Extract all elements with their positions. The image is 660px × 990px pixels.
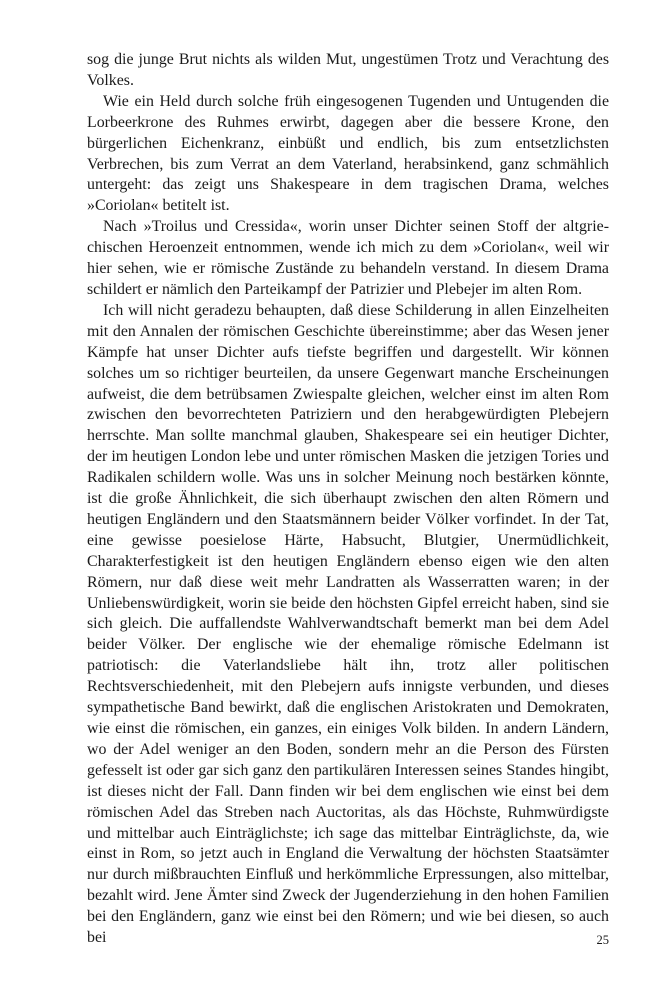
paragraph-romans-englishmen: Ich will nicht geradezu behaupten, daß diese Schilderung in allen Einzelheiten mit den Annalen der römischen Geschichte übereinstimme; aber das Wesen jener Kämpfe hat unser Dichter aufs tiefste begriffen und dargestellt. Wir können solches um so richtiger beurteilen, da unsere Gegenwart manche Erscheinungen aufweist, die dem betrübsamen Zwiespalte gleichen, welcher einst im alten Rom zwischen den bevorrechteten Patriziern und den herabgewürdigten Plebejern herrschte. Man sollte manchmal glauben, Shakespeare sei ein heutiger Dichter, der im heutigen London lebe und unter römischen Masken die jetzigen Tories und Radikalen schildern wolle. Was uns in solcher Meinung noch bestärken könnte, ist die große Ähnlichkeit, die sich überhaupt zwischen den alten Römern und heutigen Engländern und den Staatsmännern beider Völker vorfindet. In der Tat, eine gewisse poesielose Härte, Habsucht, Blutgier, Unermüdlichkeit, Charakterfestigkeit ist den heutigen Engländern ebenso eigen wie den alten Römern, nur daß diese weit mehr Landratten als Wasserratten waren; in der Unliebenswürdigkeit, worin sie beide den höchsten Gipfel erreicht haben, sind sie sich gleich. Die auffallendste Wahlverwandtschaft bemerkt man bei dem Adel beider Völker. Der englische wie der ehemalige römische Edelmann ist patriotisch: die Vaterlandsliebe hält ihn, trotz aller politischen Rechtsverschiedenheit, mit den Plebejern aufs innigste verbunden, und dieses sympathetische Band bewirkt, daß die englischen Aristokraten und Demokraten, wie einst die römischen, ein ganzes, ein einiges Volk bilden. In andern Ländern, wo der Adel weniger an den Boden, sondern mehr an die Person des Fürsten gefesselt ist oder gar sich ganz den partikulären Interessen seines Standes hingibt, ist dieses nicht der Fall. Dann finden wir bei dem englischen wie einst bei dem römischen Adel das Streben nach Auctoritas, als das Höchste, Ruhmwürdigste und mittelbar auch Einträglichste; ich sage das mittelbar Einträglichste, da, wie einst in Rom, so jetzt auch in England die Verwaltung der höchsten Staatsämter nur durch mißbrauchten Einfluß und herkömmliche Erpressungen, also mittelbar, bezahlt wird. Jene Ämter sind Zweck der Jugenderziehung in den hohen Familien bei den Engländern, ganz wie einst bei den Römern; und wie bei diesen, so auch bei <box>87 301 609 947</box>
paragraph-troilus: Nach »Troilus und Cressida«, worin unser Dichter seinen Stoff der altgriechischen Heroenzeit entnommen, wende ich mich zu dem »Coriolan«, weil wir hier sehen, wie er römische Zustände zu behandeln verstand. In diesem Drama schildert er nämlich den Parteikampf der Patrizier und Plebejer im alten Rom. <box>87 218 609 298</box>
page-body <box>87 50 609 949</box>
paragraph-coriolan-hero: Wie ein Held durch solche früh eingesogenen Tugenden und Untugenden die Lorbeerkrone des Ruhmes erwirbt, dagegen aber die bessere Krone, den bürgerlichen Eichenkranz, einbüßt und endlich, bis zum entsetzlichsten Verbrechen, bis zum Verrat an dem Vaterland, herabsinkend, ganz schmählich untergeht: das zeigt uns Shakespeare in dem tragischen Drama, welches »Coriolan« betitelt ist. <box>87 92 609 215</box>
page-number: 25 <box>596 933 609 947</box>
paragraph-continued: sog die junge Brut nichts als wilden Mut, ungestümen Trotz und Verachtung des Volkes. <box>87 51 609 89</box>
